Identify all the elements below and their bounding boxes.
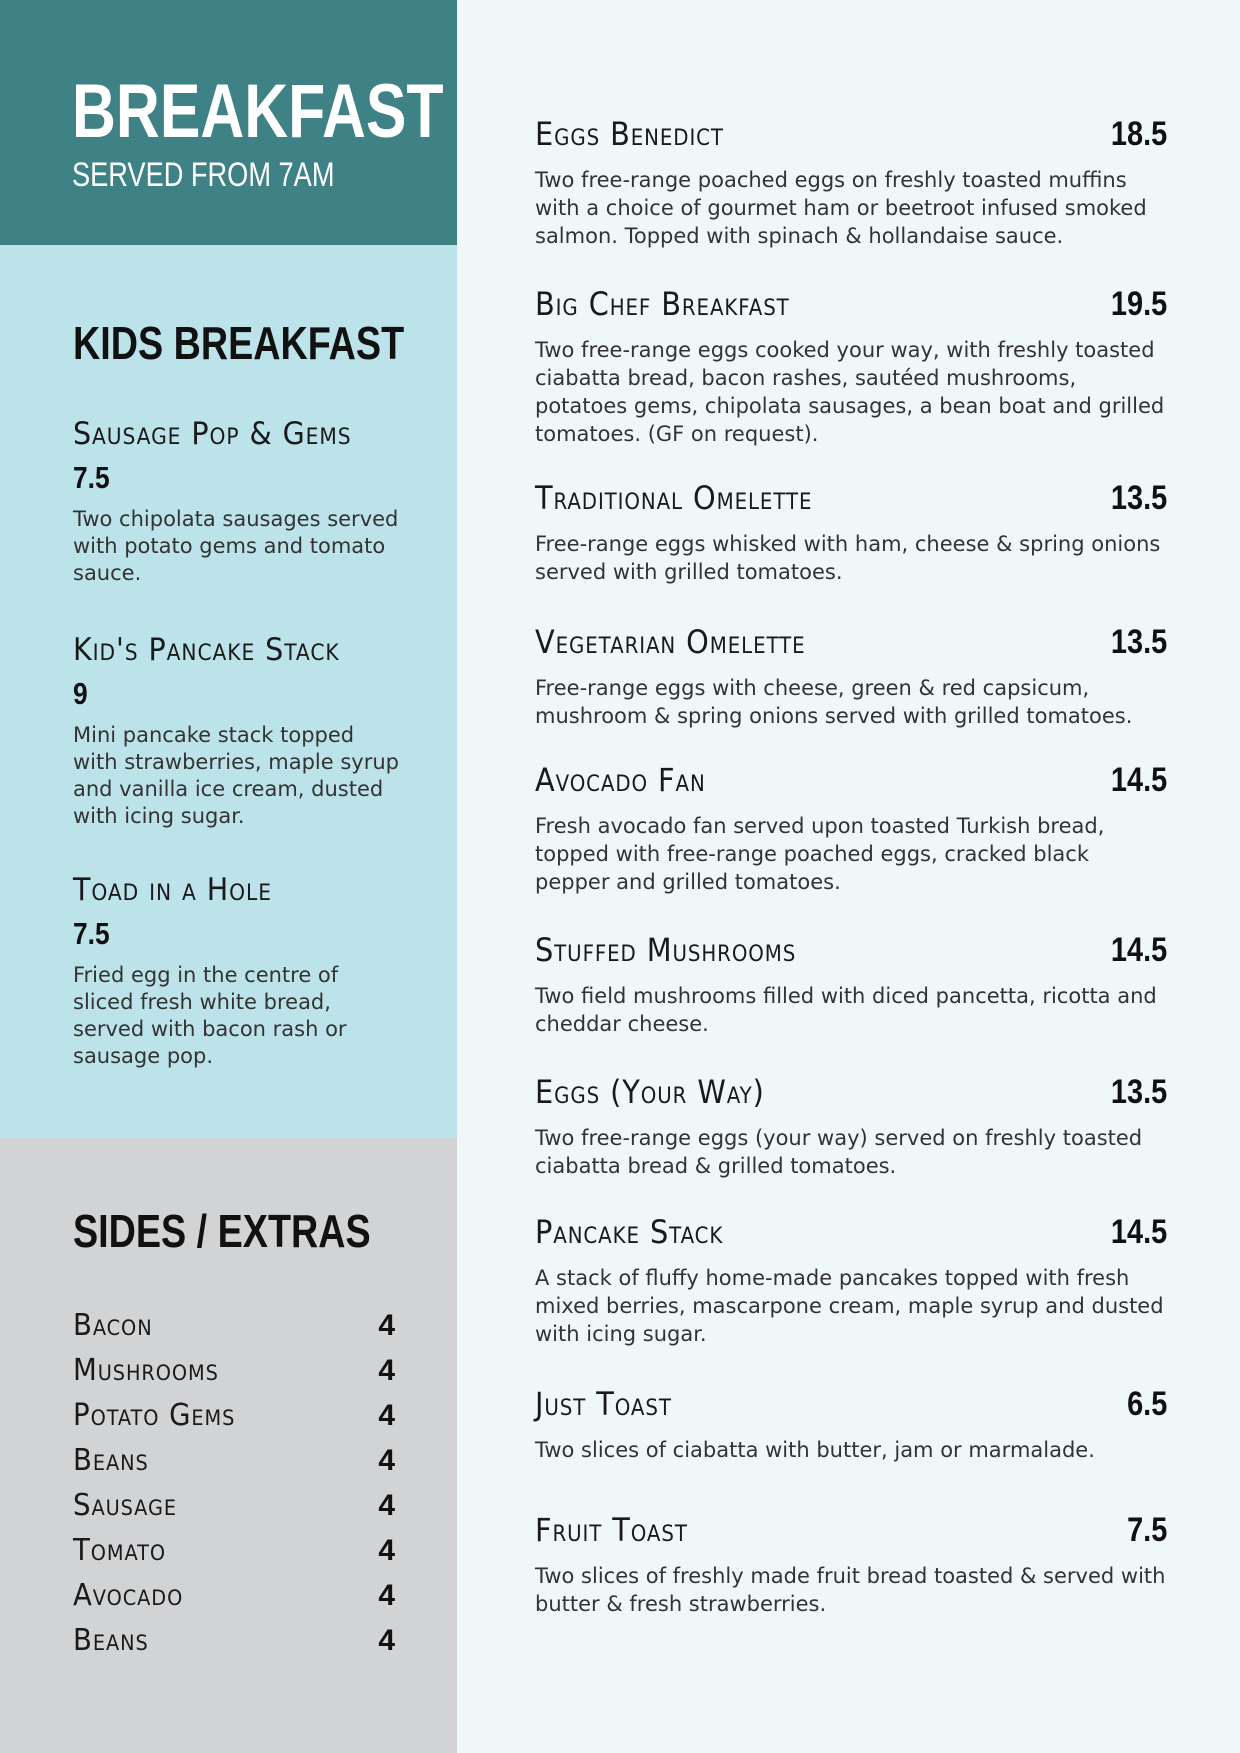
menu-item-name: Fruit Toast xyxy=(535,1511,688,1549)
side-item xyxy=(73,1303,395,1348)
menu-item-price: 19.5 xyxy=(1110,285,1167,323)
side-item xyxy=(73,1528,395,1573)
menu-item-price: 7.5 xyxy=(1126,1511,1167,1549)
menu-item-name: Avocado Fan xyxy=(535,761,706,799)
menu-item-description: Two free-range poached eggs on freshly toasted muffins with a choice of gourmet ham or beetroot infused smoked salmon. Topped with spinach & hollandaise sauce. xyxy=(535,168,1147,248)
menu-item-description: Two free-range eggs cooked your way, with freshly toasted ciabatta bread, bacon rashes, sautéed mushrooms, potatoes gems, chipolata sausages, a bean boat and grilled tomatoes. (GF on request). xyxy=(535,338,1165,446)
menu-item-price: 14.5 xyxy=(1110,761,1167,799)
menu-item-name: Eggs (Your Way) xyxy=(535,1073,765,1111)
kids-menu-item xyxy=(73,632,403,830)
menu-item xyxy=(535,478,1167,586)
side-item xyxy=(73,1393,395,1438)
menu-item-description: A stack of fluffy home-made pancakes topped with fresh mixed berries, mascarpone cream, maple syrup and dusted with icing sugar. xyxy=(535,1266,1164,1346)
side-item-price: 4 xyxy=(378,1308,395,1342)
side-item-price: 4 xyxy=(378,1443,395,1477)
side-item-price: 4 xyxy=(378,1578,395,1612)
side-item-name: Bacon xyxy=(73,1308,153,1343)
menu-item-description: Free-range eggs whisked with ham, cheese & spring onions served with grilled tomatoes. xyxy=(535,532,1161,584)
kids-item-description: Mini pancake stack topped with strawberries, maple syrup and vanilla ice cream, dusted with icing sugar. xyxy=(73,723,400,828)
menu-item-name: Traditional Omelette xyxy=(535,479,813,517)
sides-list xyxy=(73,1303,395,1663)
menu-item xyxy=(535,930,1167,1038)
side-item xyxy=(73,1483,395,1528)
side-item-price: 4 xyxy=(378,1488,395,1522)
menu-item xyxy=(535,1384,1167,1464)
menu-item-description: Two field mushrooms filled with diced pancetta, ricotta and cheddar cheese. xyxy=(535,984,1157,1036)
side-item-name: Tomato xyxy=(73,1533,166,1568)
menu-item-price: 14.5 xyxy=(1110,931,1167,969)
menu-item-price: 13.5 xyxy=(1110,479,1167,517)
kids-item-name: Sausage Pop & Gems xyxy=(73,416,352,452)
kids-menu-item xyxy=(73,416,403,587)
menu-item xyxy=(535,1212,1167,1348)
side-item-name: Beans xyxy=(73,1443,149,1478)
side-item-price: 4 xyxy=(378,1623,395,1657)
menu-item xyxy=(535,284,1167,448)
menu-item-name: Eggs Benedict xyxy=(535,115,724,153)
side-item xyxy=(73,1573,395,1618)
menu-item xyxy=(535,114,1167,250)
side-item-name: Sausage xyxy=(73,1488,178,1523)
side-item-name: Potato Gems xyxy=(73,1398,236,1433)
menu-item-price: 14.5 xyxy=(1110,1213,1167,1251)
menu-item-name: Big Chef Breakfast xyxy=(535,285,790,323)
page-title: BREAKFAST xyxy=(72,69,444,154)
menu-item-name: Stuffed Mushrooms xyxy=(535,931,797,969)
kids-item-price: 7.5 xyxy=(73,916,110,951)
kids-item-description: Two chipolata sausages served with potato gems and tomato sauce. xyxy=(73,507,399,585)
menu-item-name: Vegetarian Omelette xyxy=(535,623,806,661)
menu-item-description: Two free-range eggs (your way) served on freshly toasted ciabatta bread & grilled tomatoes. xyxy=(535,1126,1143,1178)
menu-item-price: 6.5 xyxy=(1126,1385,1167,1423)
side-item-name: Avocado xyxy=(73,1578,184,1613)
menu-item-price: 13.5 xyxy=(1110,1073,1167,1111)
menu-item-description: Two slices of freshly made fruit bread toasted & served with butter & fresh strawberries. xyxy=(535,1564,1166,1616)
menu-item xyxy=(535,1072,1167,1180)
kids-menu-item xyxy=(73,872,403,1070)
menu-item xyxy=(535,760,1167,896)
side-item-price: 4 xyxy=(378,1398,395,1432)
menu-item-price: 18.5 xyxy=(1110,115,1167,153)
page-subtitle: SERVED FROM 7AM xyxy=(72,156,335,194)
side-item xyxy=(73,1348,395,1393)
side-item-name: Beans xyxy=(73,1623,149,1658)
menu-item-price: 13.5 xyxy=(1110,623,1167,661)
left-column xyxy=(0,0,457,1753)
menu-item-name: Just Toast xyxy=(535,1385,672,1423)
kids-item-name: Toad in a Hole xyxy=(73,872,272,908)
kids-item-description: Fried egg in the centre of sliced fresh white bread, served with bacon rash or sausage pop. xyxy=(73,963,347,1068)
kids-item-name: Kid's Pancake Stack xyxy=(73,632,340,668)
menu-item-description: Free-range eggs with cheese, green & red capsicum, mushroom & spring onions served with grilled tomatoes. xyxy=(535,676,1133,728)
side-item-price: 4 xyxy=(378,1353,395,1387)
menu-item-description: Fresh avocado fan served upon toasted Turkish bread, topped with free-range poached eggs, cracked black pepper and grilled tomatoes. xyxy=(535,814,1105,894)
sides-extras-heading: SIDES / EXTRAS xyxy=(73,1205,371,1257)
kids-breakfast-heading: KIDS BREAKFAST xyxy=(73,317,405,369)
side-item xyxy=(73,1438,395,1483)
side-item xyxy=(73,1618,395,1663)
menu-item xyxy=(535,1510,1167,1618)
side-item-name: Mushrooms xyxy=(73,1353,219,1388)
menu-item-description: Two slices of ciabatta with butter, jam or marmalade. xyxy=(535,1438,1095,1462)
menu-item xyxy=(535,622,1167,730)
kids-item-price: 9 xyxy=(73,676,88,711)
side-item-price: 4 xyxy=(378,1533,395,1567)
menu-item-name: Pancake Stack xyxy=(535,1213,724,1251)
kids-item-price: 7.5 xyxy=(73,460,110,495)
